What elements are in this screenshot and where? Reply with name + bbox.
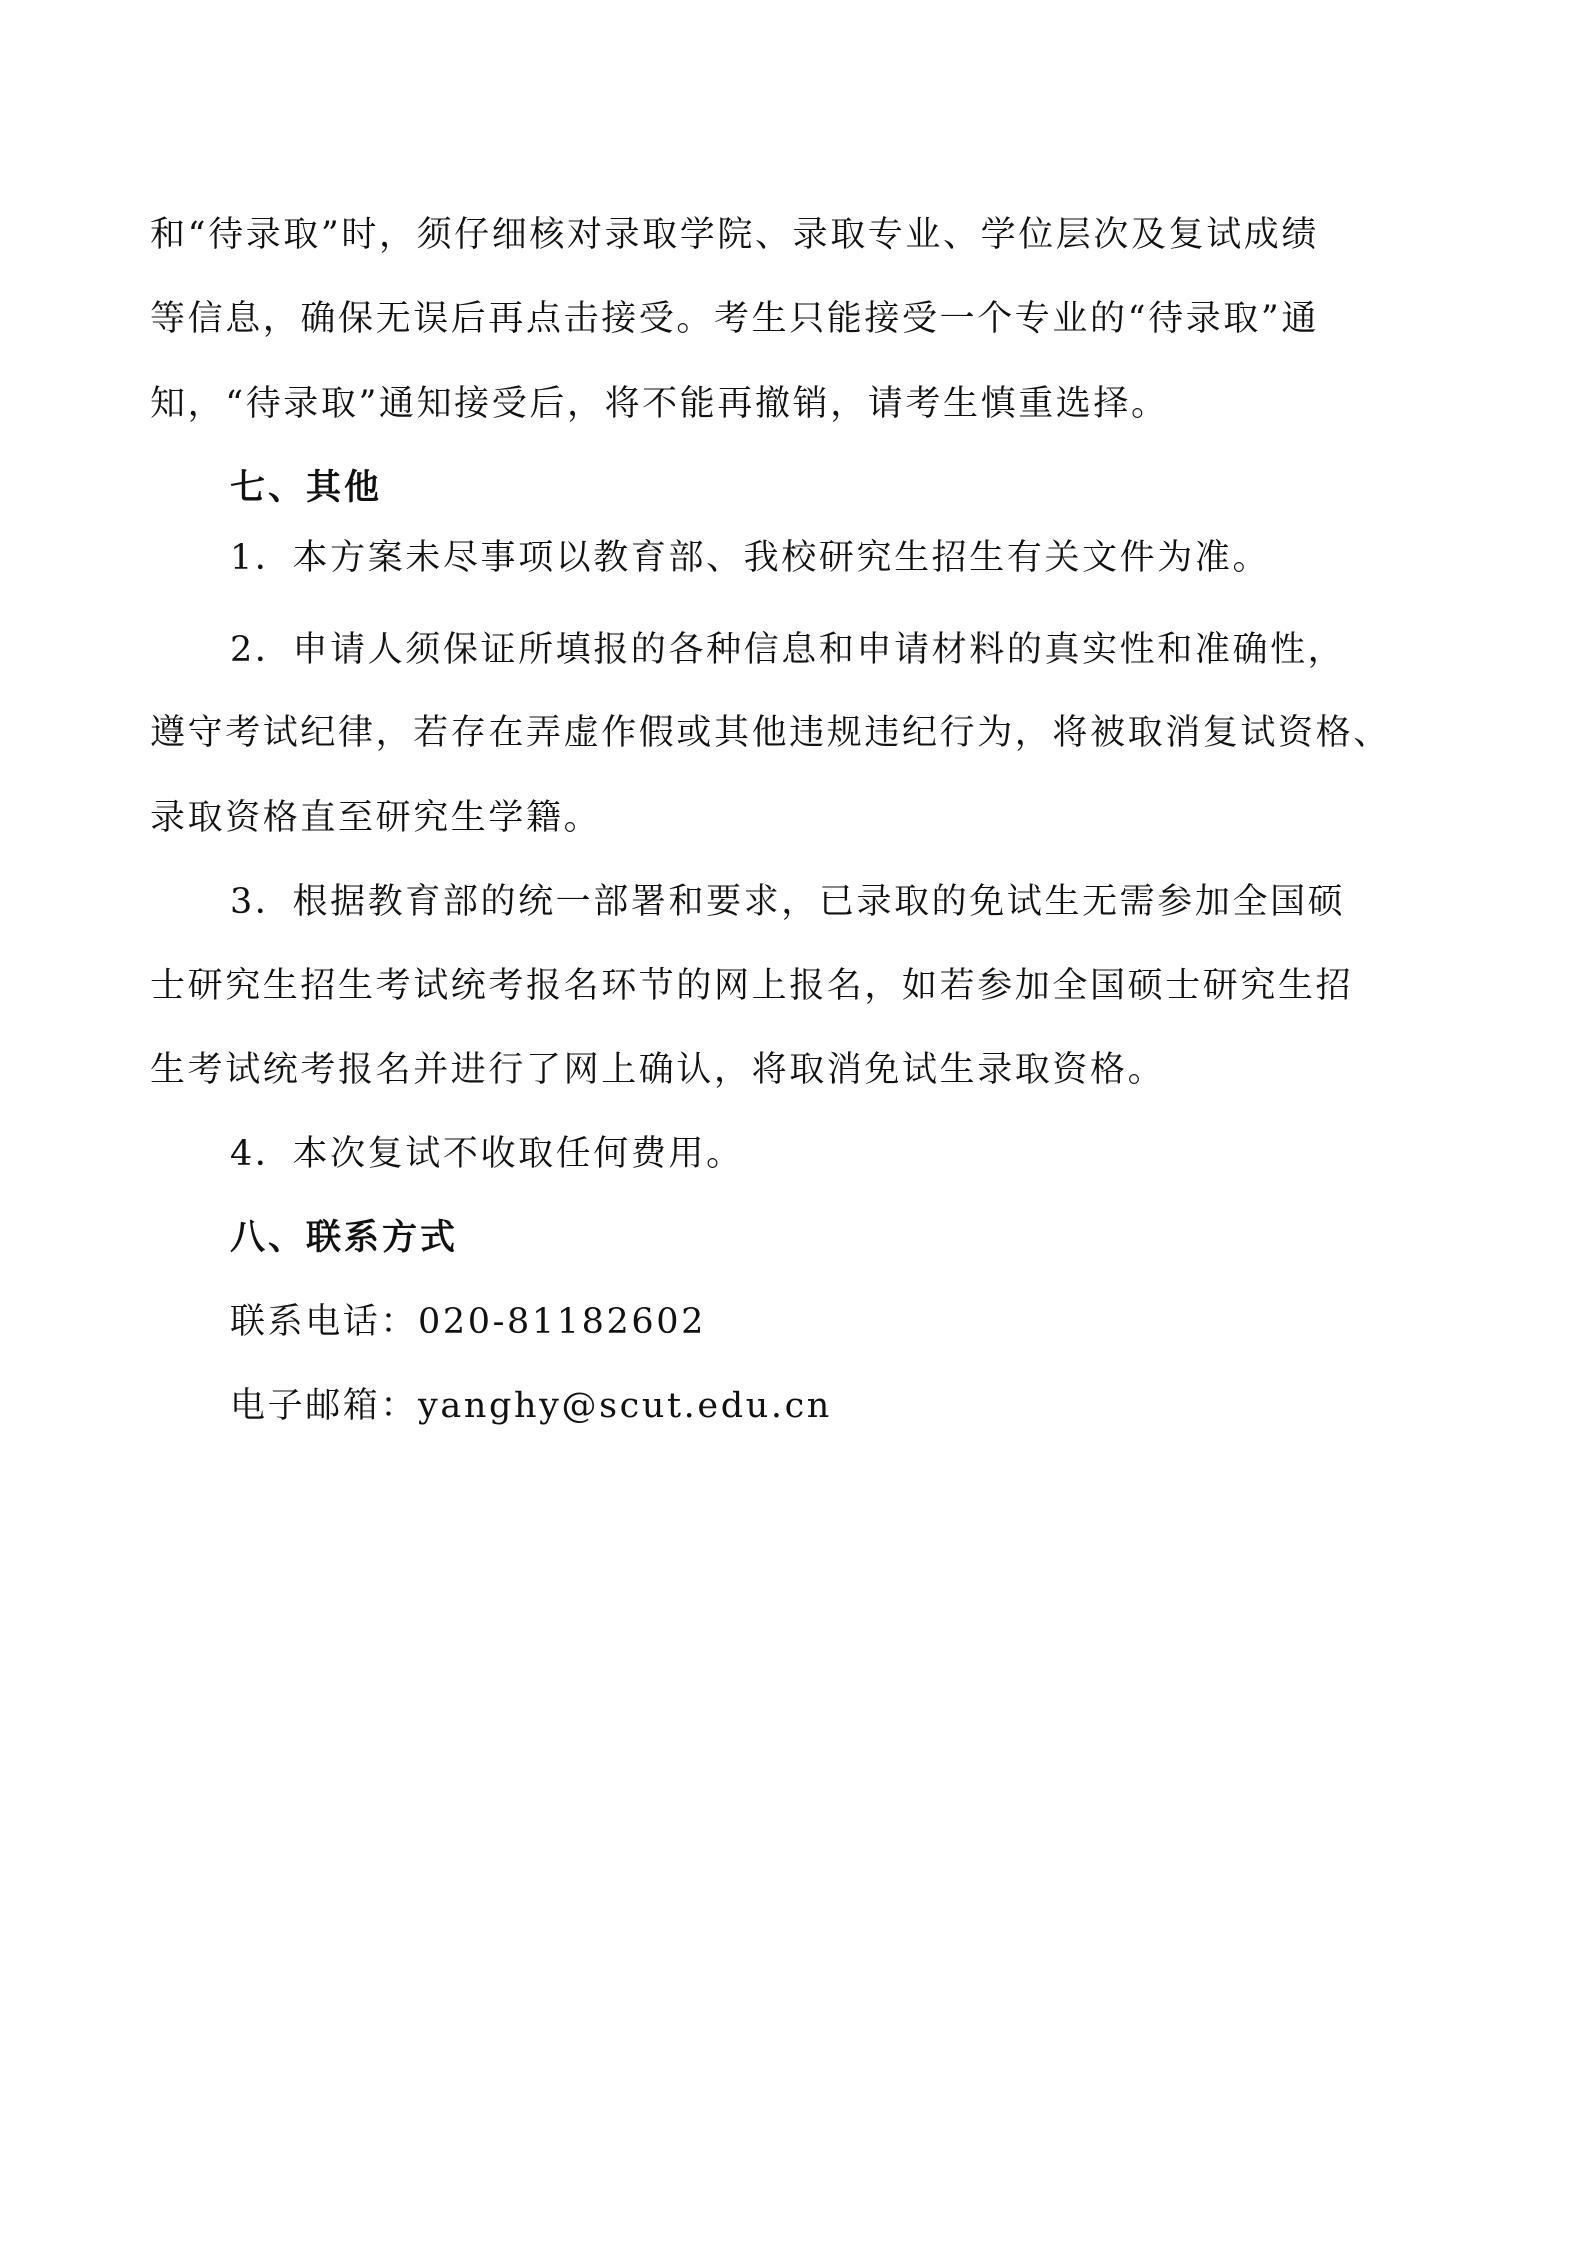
- list-item-2-line: 遵守考试纪律，若存在弄虚作假或其他违规违纪行为，将被取消复试资格、: [150, 713, 1391, 753]
- list-item-2-line: 录取资格直至研究生学籍。: [150, 798, 602, 838]
- contact-phone: 联系电话：020-81182602: [230, 1302, 706, 1342]
- contact-email: 电子邮箱：yanghy@scut.edu.cn: [230, 1386, 832, 1426]
- list-item-3-line: 士研究生招生考试统考报名环节的网上报名，如若参加全国硕士研究生招: [150, 966, 1354, 1006]
- section-heading-contact: 八、联系方式: [230, 1218, 459, 1258]
- list-item-1: 1．本方案未尽事项以教育部、我校研究生招生有关文件为准。: [230, 538, 1271, 578]
- section-heading-other: 七、其他: [230, 468, 383, 508]
- paragraph-line: 等信息，确保无误后再点击接受。考生只能接受一个专业的“待录取”通: [150, 299, 1319, 339]
- list-item-2-line: 2．申请人须保证所填报的各种信息和申请材料的真实性和准确性，: [230, 630, 1346, 670]
- list-item-3-line: 生考试统考报名并进行了网上确认，将取消免试生录取资格。: [150, 1050, 1166, 1090]
- list-item-4: 4．本次复试不收取任何费用。: [230, 1134, 744, 1174]
- list-item-3-line: 3．根据教育部的统一部署和要求，已录取的免试生无需参加全国硕: [230, 882, 1346, 922]
- paragraph-line: 和“待录取”时，须仔细核对录取学院、录取专业、学位层次及复试成绩: [150, 215, 1319, 255]
- paragraph-line: 知，“待录取”通知接受后，将不能再撤销，请考生慎重选择。: [150, 384, 1169, 424]
